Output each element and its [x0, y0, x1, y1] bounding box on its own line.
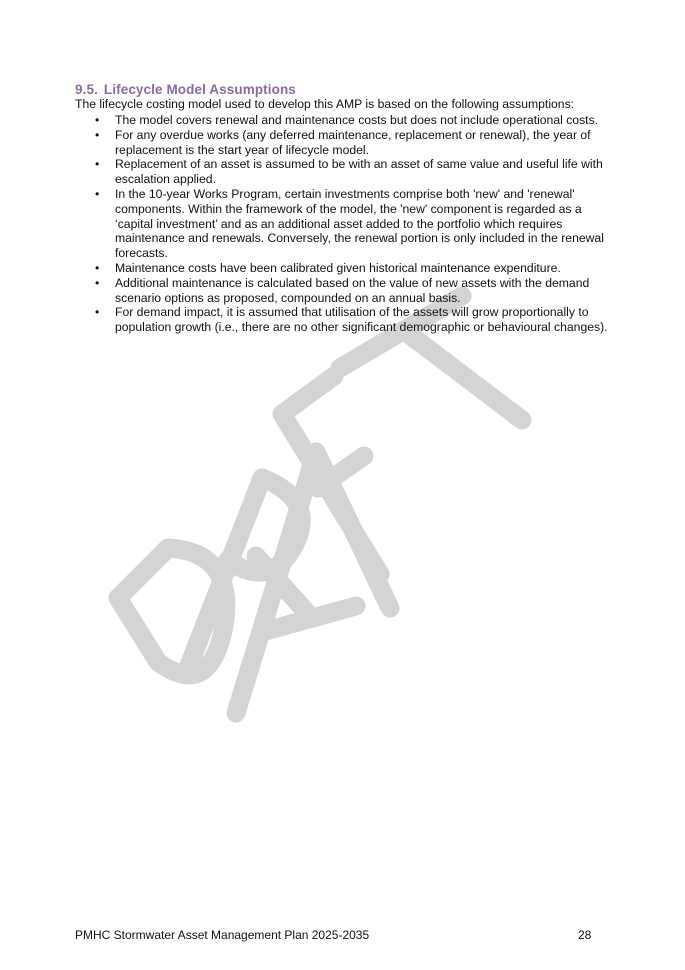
list-item-text: The model covers renewal and maintenance costs but does not include operational costs. [115, 113, 599, 127]
list-item-text: Additional maintenance is calculated based on the value of new assets with the demand scenario options as proposed, compounded on an annual basis. [115, 275, 590, 305]
watermark-letter-a [236, 452, 390, 713]
bullet-icon: • [95, 186, 100, 201]
watermark-letter-d [118, 548, 226, 675]
section-title: Lifecycle Model Assumptions [103, 82, 296, 97]
section-number: 9.5. [75, 82, 98, 97]
list-item-text: For any overdue works (any deferred maintenance, replacement or renewal), the year of replacement is the start year of lifecycle model. [115, 127, 591, 157]
list-item [75, 261, 620, 276]
bullet-icon: • [95, 157, 100, 172]
list-item [75, 305, 620, 335]
list-item-text: Replacement of an asset is assumed to be with an asset of same value and useful life with escalation applied. [115, 157, 603, 187]
bullet-icon: • [95, 305, 100, 320]
watermark-letter-f [282, 376, 380, 574]
bullet-icon: • [95, 127, 100, 142]
list-item-text: For demand impact, it is assumed that utilisation of the assets will grow proportionally to population growth (i.e., there are no other significant demographic or behavioural changes). [115, 305, 608, 335]
list-item [75, 113, 620, 128]
list-item [75, 276, 620, 306]
list-item-text: Maintenance costs have been calibrated given historical maintenance expenditure. [115, 260, 561, 275]
footer-page-number: 28 [578, 928, 592, 942]
intro-paragraph: The lifecycle costing model used to develop this AMP is based on the following assumptions: [75, 97, 575, 111]
watermark-letter-r [188, 478, 310, 668]
footer-document-title: PMHC Stormwater Asset Management Plan 2025-2035 [75, 928, 370, 942]
bullet-icon: • [95, 260, 100, 275]
bullet-icon: • [95, 275, 100, 290]
assumptions-list [75, 113, 620, 335]
list-item-text: In the 10-year Works Program, certain investments comprise both 'new' and 'renewal' components. Within the framework of the model, the 'new' component is regarded as a ‘capital investment’ and as an additional asset added to the portfolio which requires maintenance and renewals. Conversely, the renewal portion is only included in the renewal forecasts. [115, 186, 604, 261]
section-heading [75, 82, 296, 97]
list-item [75, 187, 620, 261]
list-item [75, 128, 620, 158]
bullet-icon: • [95, 113, 100, 127]
list-item [75, 157, 620, 187]
